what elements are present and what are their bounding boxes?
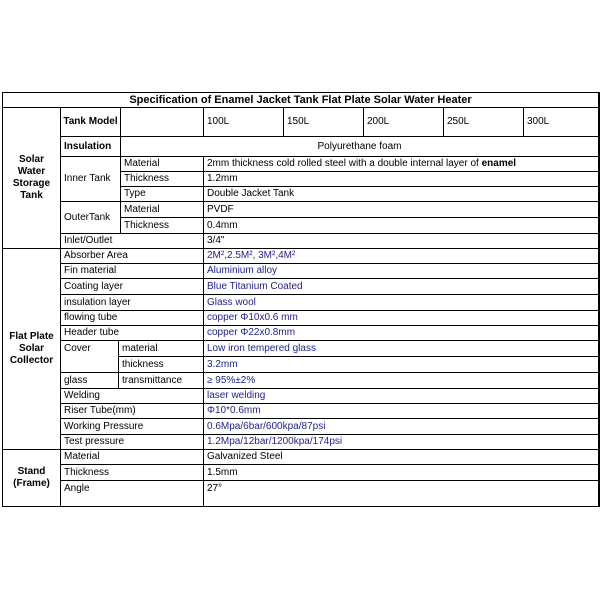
cover-material-value: Low iron tempered glass [204,341,599,357]
capacity-200: 200L [364,108,444,137]
tank-model-label: Tank Model [61,108,121,137]
model-spacer [121,108,204,137]
outer-material-label: Material [121,202,204,218]
cover-thickness-label: thickness [119,357,204,373]
inner-material-text: 2mm thickness cold rolled steel with a double internal layer of [207,158,482,169]
outer-material-value: PVDF [204,202,599,218]
glass-label: glass [61,373,119,389]
capacity-250: 250L [444,108,524,137]
inner-type-value: Double Jacket Tank [204,187,599,202]
inner-tank-label: Inner Tank [61,157,121,202]
capacity-100: 100L [204,108,284,137]
riser-tube-label: Riser Tube(mm) [61,404,204,419]
inner-thickness-label: Thickness [121,172,204,187]
test-pressure-label: Test pressure [61,435,204,450]
inner-thickness-value: 1.2mm [204,172,599,187]
cover-label: Cover [61,341,119,373]
outer-thickness-label: Thickness [121,218,204,234]
inner-type-label: Type [121,187,204,202]
inner-material-label: Material [121,157,204,172]
stand-thickness-label: Thickness [61,465,204,481]
flowing-tube-label: flowing tube [61,311,204,326]
cover-transmittance-value: ≥ 95%±2% [204,373,599,389]
spec-table [2,92,600,507]
insulation-label: Insulation [61,137,121,157]
fin-value: Aluminium alloy [204,264,599,279]
working-pressure-value: 0.6Mpa/6bar/600kpa/87psi [204,419,599,435]
working-pressure-label: Working Pressure [61,419,204,435]
stand-material-label: Material [61,450,204,465]
insulation-layer-label: insulation layer [61,295,204,311]
welding-label: Welding [61,389,204,404]
outer-thickness-value: 0.4mm [204,218,599,234]
fin-label: Fin material [61,264,204,279]
absorber-value: 2M²,2.5M², 3M²,4M² [204,249,599,264]
header-tube-value: copper Φ22x0.8mm [204,326,599,341]
cover-thickness-value: 3.2mm [204,357,599,373]
inner-material-value [204,157,599,172]
stand-section-label: Stand (Frame) [3,450,61,506]
welding-value: laser welding [204,389,599,404]
stand-thickness-value: 1.5mm [204,465,599,481]
enamel-text: enamel [481,158,517,169]
absorber-label: Absorber Area [61,249,204,264]
capacity-300: 300L [524,108,599,137]
inlet-label: Inlet/Outlet [61,234,204,249]
capacity-150: 150L [284,108,364,137]
coating-value: Blue Titanium Coated [204,279,599,295]
header-tube-label: Header tube [61,326,204,341]
stand-angle-label: Angle [61,481,204,506]
inlet-value: 3/4" [204,234,599,249]
coating-label: Coating layer [61,279,204,295]
test-pressure-value: 1.2Mpa/12bar/1200kpa/174psi [204,435,599,450]
flowing-tube-value: copper Φ10x0.6 mm [204,311,599,326]
table-title: Specification of Enamel Jacket Tank Flat Plate Solar Water Heater [3,93,599,108]
stand-angle-value: 27° [204,481,599,506]
stand-material-value: Galvanized Steel [204,450,599,465]
storage-section-label: Solar Water Storage Tank [3,108,61,249]
collector-section-label: Flat Plate Solar Collector [3,249,61,450]
cover-material-label: material [119,341,204,357]
cover-transmittance-label: transmittance [119,373,204,389]
insulation-layer-value: Glass wool [204,295,599,311]
riser-tube-value: Φ10*0.6mm [204,404,599,419]
insulation-value: Polyurethane foam [121,137,599,157]
outer-tank-label: OuterTank [61,202,121,234]
